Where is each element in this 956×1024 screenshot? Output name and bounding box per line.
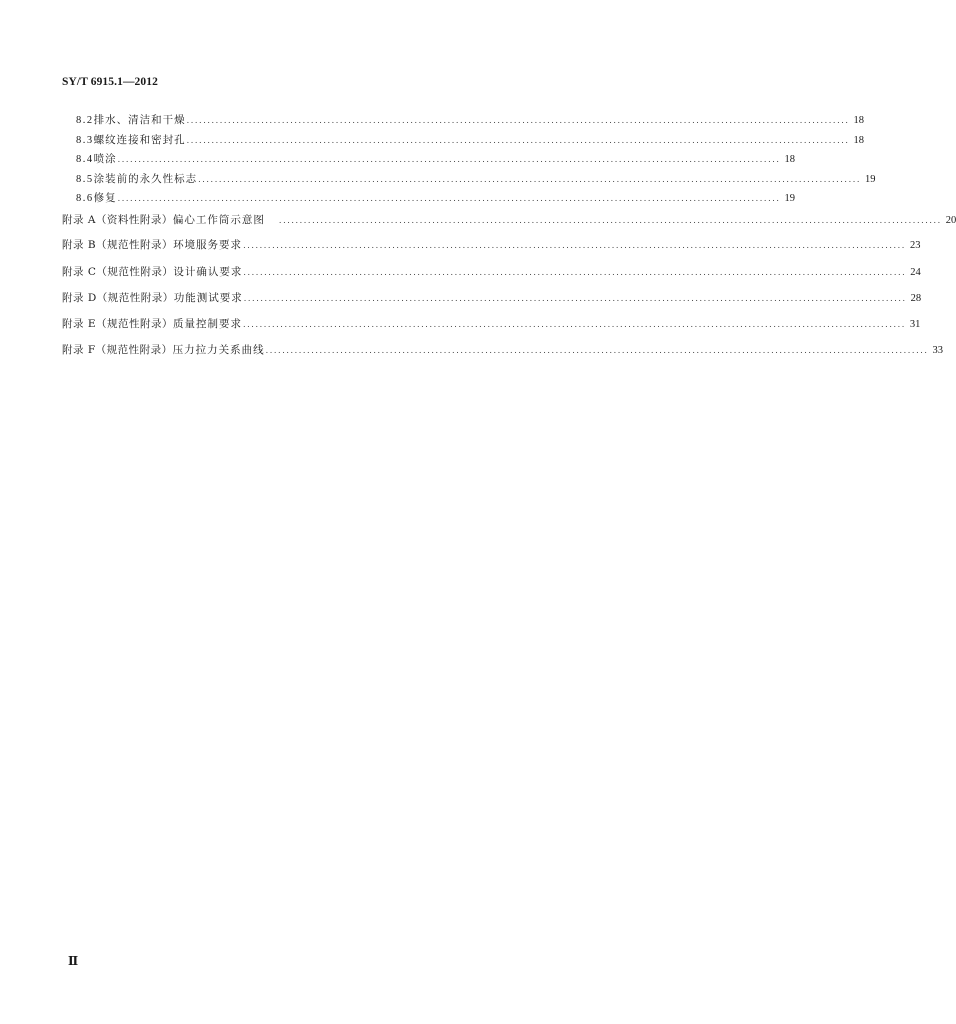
- toc-entry-page: 28: [910, 293, 922, 304]
- toc-leader-dots: ................................................................................................................................................................: [117, 194, 781, 203]
- toc-leader-dots: ................................................................................................................................................................: [243, 268, 907, 277]
- toc-entry-number: 8.5: [76, 174, 94, 185]
- toc-leader-dots: ................................................................................................................................................................: [186, 116, 850, 125]
- toc-leader-dots: ................................................................................................................................................................: [265, 346, 929, 355]
- appendix-title: 压力拉力关系曲线: [172, 344, 265, 356]
- toc-entry-title: 修复: [93, 192, 117, 204]
- appendix-title: 设计确认要求: [173, 266, 243, 278]
- toc-leader-dots: ................................................................................................................................................................: [243, 241, 906, 250]
- toc-entry-title: 排水、清洁和干燥: [93, 114, 186, 126]
- toc-leader-dots: ................................................................................................................................................................: [243, 320, 906, 329]
- toc-entry-page: 31: [909, 319, 921, 330]
- appendix-label: 附录 F（规范性附录）: [62, 344, 173, 356]
- toc-entry-number: 8.6: [76, 193, 94, 204]
- toc-entry-page: 23: [909, 240, 921, 251]
- toc-entry-page: 24: [910, 267, 921, 278]
- toc-leader-dots: ................................................................................................................................................................: [198, 175, 861, 184]
- toc-entry-title: 涂装前的永久性标志: [93, 173, 198, 185]
- toc-entry-8-5[interactable]: [76, 172, 876, 187]
- toc-leader-dots: ................................................................................................................................................................: [243, 294, 907, 303]
- page-numeral: Ⅱ: [68, 954, 79, 968]
- toc-entry-page: 33: [932, 345, 943, 356]
- toc-entry-appendix-e[interactable]: [62, 317, 921, 332]
- toc-entry-page: 19: [865, 174, 876, 185]
- toc-entry-8-3[interactable]: [76, 133, 864, 148]
- toc-entry-appendix-d[interactable]: [62, 291, 922, 306]
- appendix-label: 附录 A（资料性附录）: [62, 214, 173, 226]
- toc-entry-title: 喷涂: [93, 153, 117, 165]
- toc-entry-page: 20: [945, 215, 956, 226]
- toc-entry-number: 8.4: [76, 154, 94, 165]
- toc-entry-number: 8.3: [76, 135, 94, 146]
- appendix-label: 附录 C（规范性附录）: [62, 266, 174, 278]
- toc-entry-page: 18: [853, 115, 864, 126]
- appendix-label: 附录 B（规范性附录）: [62, 239, 174, 251]
- toc-entry-8-4[interactable]: [76, 152, 795, 167]
- toc-entry-8-2[interactable]: [76, 113, 864, 128]
- toc-entry-appendix-a[interactable]: [62, 213, 956, 228]
- toc-entry-title: 螺纹连接和密封孔: [93, 134, 186, 146]
- toc-entry-appendix-c[interactable]: [62, 265, 921, 280]
- appendix-title: 环境服务要求: [173, 239, 243, 251]
- toc-entry-8-6[interactable]: [76, 191, 795, 206]
- appendix-title: 偏心工作筒示意图: [172, 214, 265, 226]
- toc-entry-page: 18: [853, 135, 864, 146]
- appendix-label: 附录 E（规范性附录）: [62, 318, 174, 330]
- appendix-title: 功能测试要求: [173, 292, 243, 304]
- toc-leader-dots: ................................................................................................................................................................: [186, 136, 850, 145]
- appendix-title: 质量控制要求: [173, 318, 243, 330]
- toc-entry-appendix-b[interactable]: [62, 238, 921, 253]
- toc-entry-appendix-f[interactable]: [62, 343, 943, 358]
- toc-entry-page: 19: [784, 193, 795, 204]
- toc-entry-page: 18: [784, 154, 795, 165]
- appendix-label: 附录 D（规范性附录）: [62, 292, 174, 304]
- standard-code: SY/T 6915.1—2012: [62, 76, 158, 88]
- toc-entry-number: 8.2: [76, 115, 94, 126]
- toc-leader-dots: ................................................................................................................................................................: [278, 216, 942, 225]
- toc-leader-dots: ................................................................................................................................................................: [117, 155, 781, 164]
